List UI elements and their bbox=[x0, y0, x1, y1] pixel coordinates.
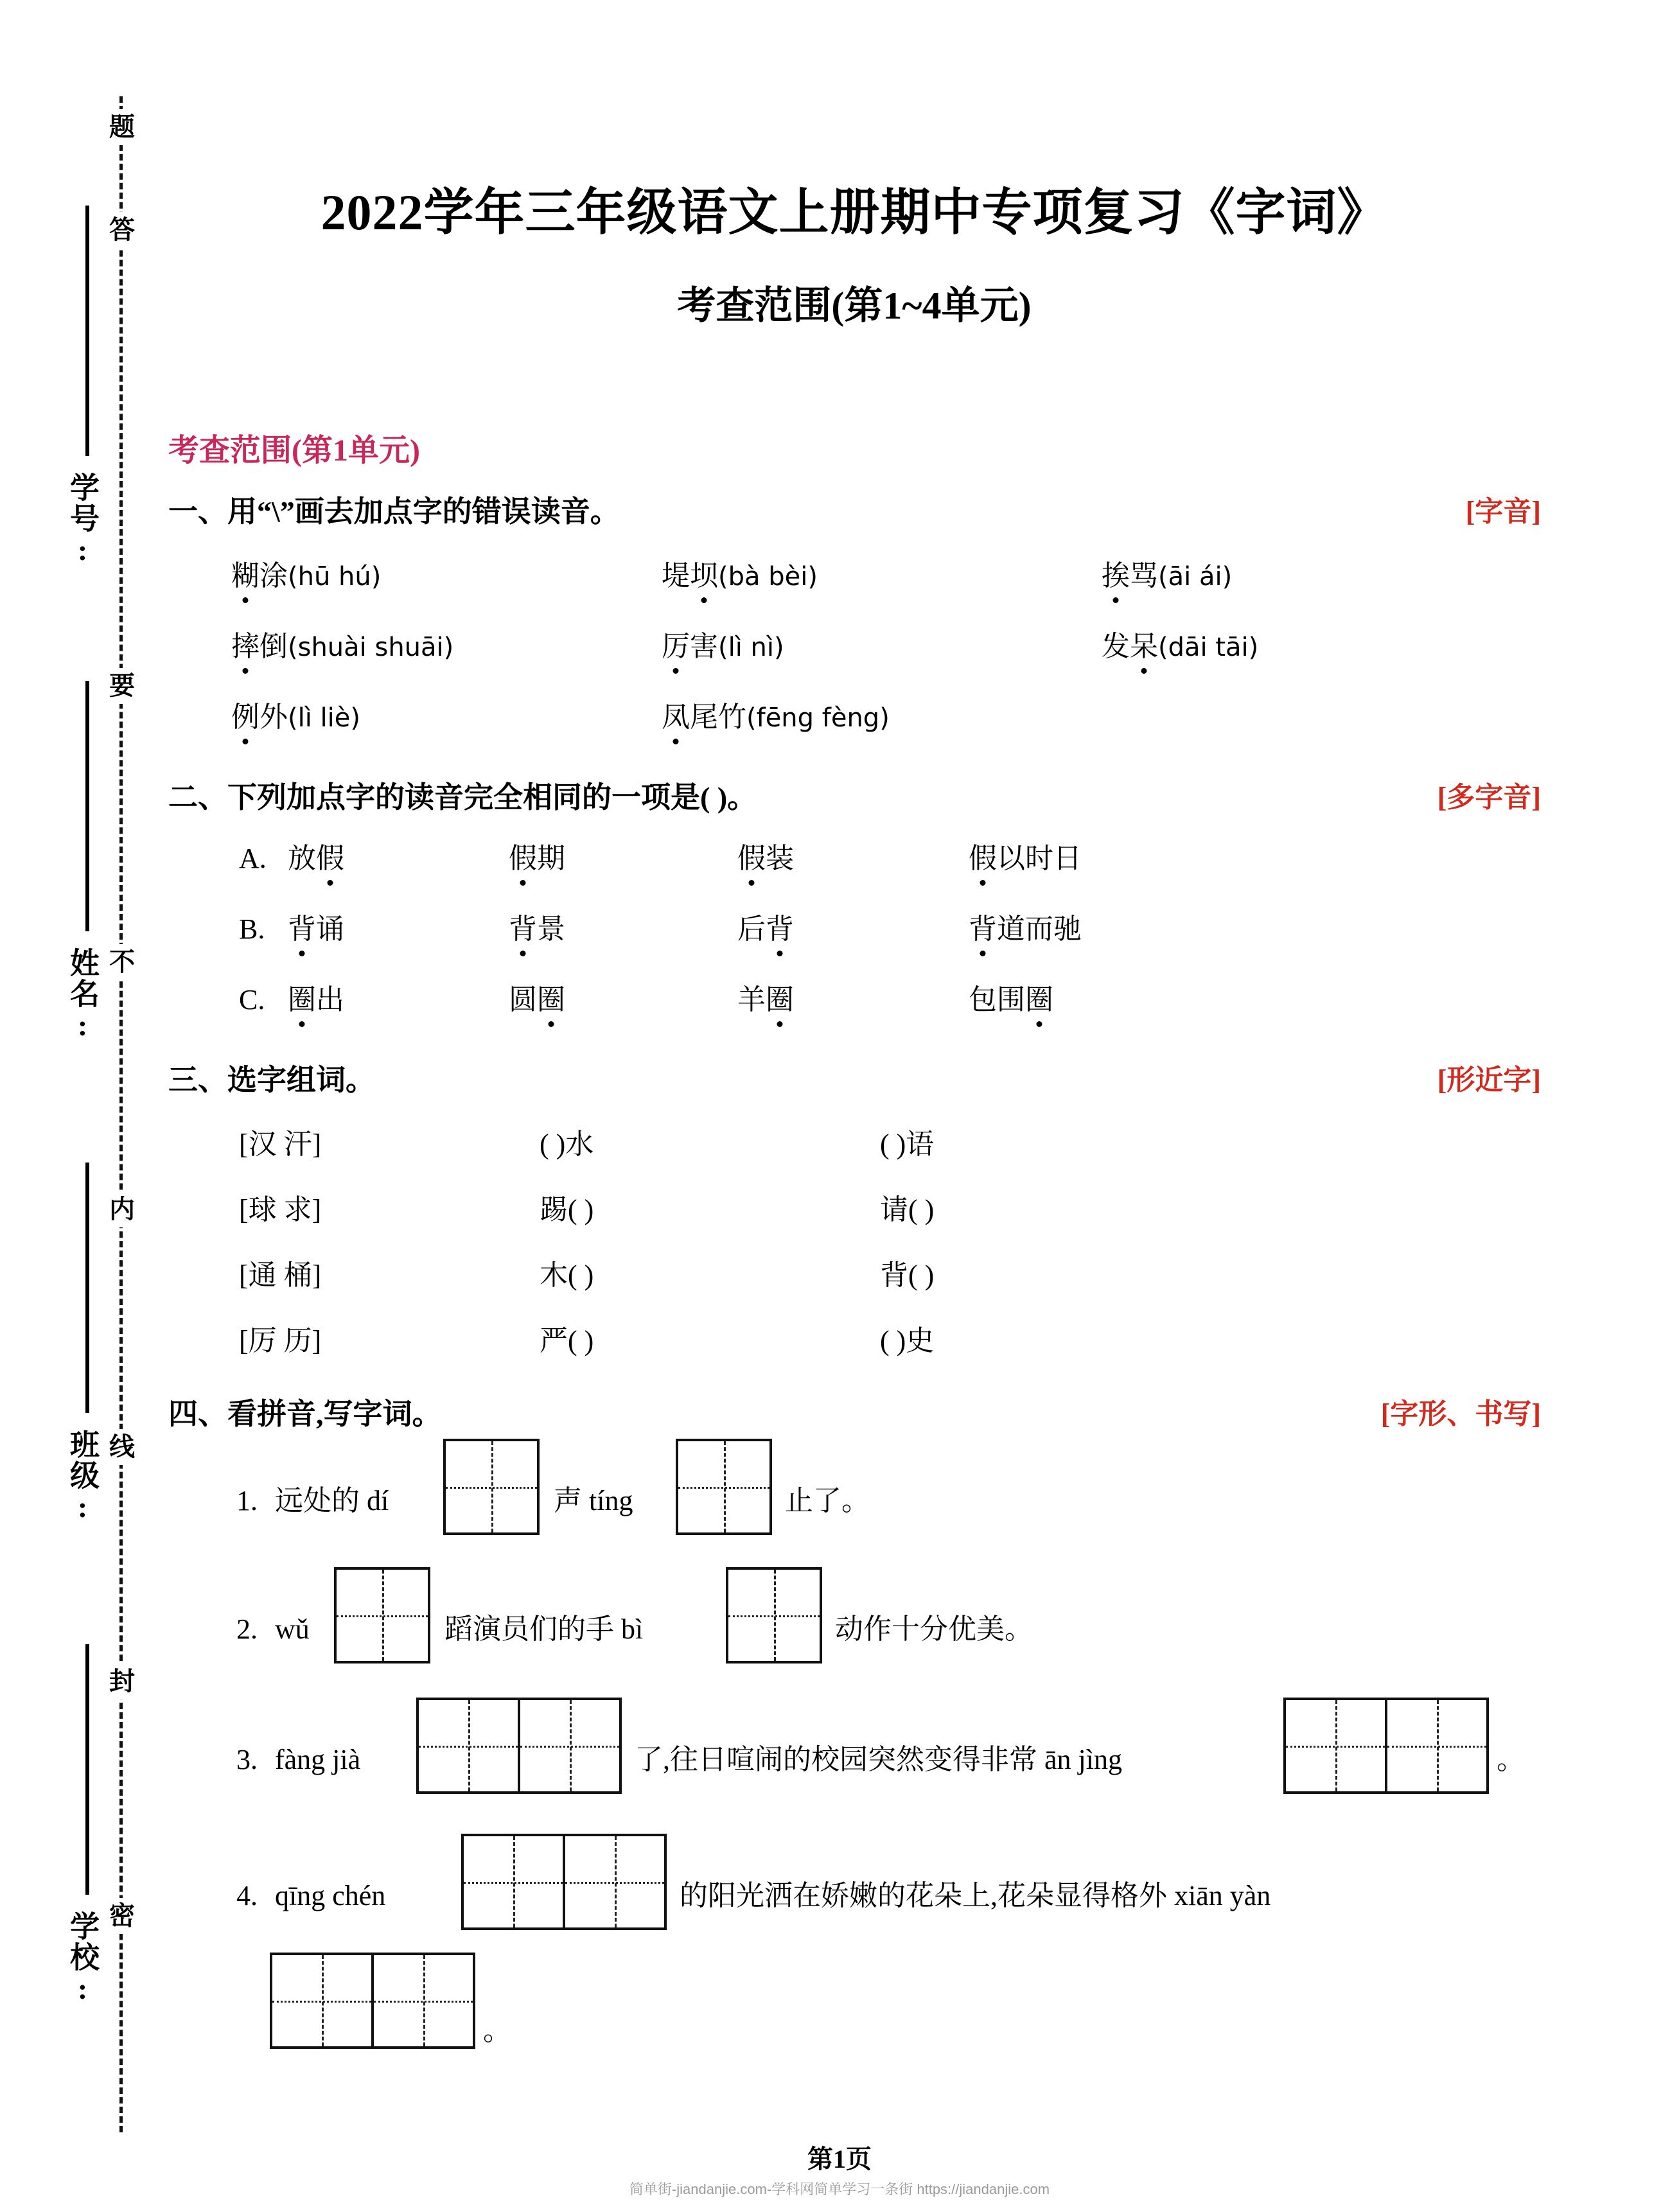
xingjinzi-row-1-blank-2[interactable]: 请( ) bbox=[880, 1194, 935, 1225]
field-school[interactable] bbox=[67, 1911, 107, 2010]
tianzige-cell[interactable] bbox=[272, 1955, 371, 2046]
section-1-heading: 一、用“\”画去加点字的错误读音。 bbox=[168, 495, 620, 528]
pinyin-item-3 bbox=[231, 633, 453, 661]
option-B-word-3[interactable] bbox=[969, 915, 1082, 944]
dotted-char: 厉 bbox=[662, 631, 690, 662]
xingjinzi-row-3-blank-1[interactable]: 严( ) bbox=[540, 1325, 594, 1356]
school-rule[interactable] bbox=[85, 1644, 89, 1895]
page-number: 第1页 bbox=[807, 2145, 872, 2173]
option-B-word-1[interactable] bbox=[509, 915, 565, 944]
seal-char-5: 线 bbox=[104, 1429, 140, 1465]
q4-segment-2: 的阳光洒在娇嫩的花朵上,花朵显得格外 xiān yàn bbox=[680, 1880, 1271, 1911]
seal-char-3: 不 bbox=[104, 944, 140, 980]
word-head: 发 bbox=[1102, 631, 1130, 662]
page-title: 2022学年三年级语文上册期中专项复习《字词》 bbox=[321, 184, 1388, 240]
q1-answer-box-2[interactable] bbox=[676, 1439, 772, 1535]
dotted-char: 背 bbox=[766, 913, 794, 945]
word-head: 放 bbox=[288, 843, 316, 874]
dotted-char: 背 bbox=[509, 913, 537, 945]
section-2-heading: 二、下列加点字的读音完全相同的一项是( )。 bbox=[168, 781, 757, 814]
option-B-word-2[interactable] bbox=[737, 915, 794, 944]
tianzige-cell[interactable] bbox=[1385, 1700, 1486, 1791]
word-head: 圆 bbox=[509, 984, 537, 1015]
section-2-tag: [多字音] bbox=[1437, 782, 1541, 813]
word-tail: 出 bbox=[316, 984, 344, 1015]
q1-segment-1: 远处的 dí bbox=[275, 1485, 389, 1516]
xingjinzi-row-1-blank-1[interactable]: 踢( ) bbox=[540, 1194, 594, 1225]
option-A-word-2[interactable] bbox=[737, 845, 794, 873]
tianzige-cell[interactable] bbox=[728, 1570, 820, 1661]
dotted-char: 凤 bbox=[662, 701, 690, 733]
word-tail: 道而驰 bbox=[997, 913, 1082, 945]
tianzige-cell[interactable] bbox=[518, 1700, 619, 1791]
xingjinzi-row-0-bracket: [汉 汗] bbox=[239, 1128, 322, 1160]
section-4-heading: 四、看拼音,写字词。 bbox=[168, 1398, 442, 1430]
word-head: 羊 bbox=[737, 984, 766, 1015]
xingjinzi-row-2-bracket: [通 桶] bbox=[239, 1260, 322, 1291]
dotted-char: 假 bbox=[316, 843, 344, 874]
option-C-word-1[interactable] bbox=[509, 986, 565, 1014]
q4-number: 4. bbox=[236, 1880, 258, 1911]
section-3-heading: 三、选字组词。 bbox=[168, 1064, 375, 1096]
xingjinzi-row-2-blank-2[interactable]: 背( ) bbox=[880, 1260, 935, 1291]
option-C-word-3[interactable] bbox=[969, 986, 1053, 1014]
class-label: 班级: bbox=[66, 1429, 99, 1525]
dotted-char: 圈 bbox=[537, 984, 565, 1015]
seal-char-6: 封 bbox=[104, 1663, 140, 1699]
class-rule[interactable] bbox=[85, 1163, 89, 1413]
dotted-char: 圈 bbox=[288, 984, 316, 1015]
option-B-letter: B. bbox=[239, 913, 265, 945]
tianzige-cell[interactable] bbox=[464, 1836, 563, 1927]
word-tail: 诵 bbox=[316, 913, 344, 945]
page-subtitle: 考查范围(第1~4单元) bbox=[677, 285, 1032, 327]
q2-answer-box-2[interactable] bbox=[726, 1567, 822, 1663]
option-C-word-0[interactable] bbox=[288, 986, 344, 1014]
word-head: 后 bbox=[737, 913, 766, 945]
pinyin-choices[interactable]: (āi ái) bbox=[1158, 562, 1233, 592]
tianzige-cell[interactable] bbox=[678, 1441, 769, 1532]
xingjinzi-row-1-bracket: [球 求] bbox=[239, 1194, 322, 1225]
student-number-label: 学号: bbox=[66, 472, 99, 568]
name-rule[interactable] bbox=[85, 681, 89, 931]
field-student-number[interactable] bbox=[67, 472, 107, 571]
word-tail: 以时日 bbox=[997, 843, 1082, 874]
pinyin-choices[interactable]: (hū hú) bbox=[288, 562, 382, 592]
word-tail: 装 bbox=[766, 843, 794, 874]
pinyin-item-5 bbox=[1102, 633, 1258, 661]
q3-segment-1: fàng jià bbox=[275, 1744, 361, 1775]
q3-answer-box-2[interactable] bbox=[1283, 1698, 1489, 1794]
dotted-char: 假 bbox=[509, 843, 537, 874]
section-3-tag: [形近字] bbox=[1437, 1064, 1541, 1096]
q3-segment-3: 。 bbox=[1497, 1744, 1525, 1775]
xingjinzi-row-2-blank-1[interactable]: 木( ) bbox=[540, 1260, 594, 1291]
word-tail: 尾竹 bbox=[690, 701, 746, 733]
dotted-char: 圈 bbox=[766, 984, 794, 1015]
school-label: 学校: bbox=[66, 1911, 99, 2006]
option-A-word-1[interactable] bbox=[509, 845, 565, 873]
seal-char-7: 密 bbox=[104, 1898, 140, 1934]
unit-banner: 考查范围(第1单元) bbox=[168, 434, 420, 468]
xingjinzi-row-0-blank-1[interactable]: ( )水 bbox=[540, 1128, 594, 1160]
tianzige-cell[interactable] bbox=[337, 1570, 428, 1661]
xingjinzi-row-3-bracket: [厉 历] bbox=[239, 1325, 322, 1356]
q3-segment-2: 了,往日喧闹的校园突然变得非常 ān jìng bbox=[635, 1744, 1122, 1775]
field-class[interactable] bbox=[67, 1429, 107, 1528]
option-C-word-2[interactable] bbox=[737, 986, 794, 1014]
q4-segment-3: 。 bbox=[483, 2015, 511, 2046]
q4-answer-box-2[interactable] bbox=[270, 1953, 475, 2049]
xingjinzi-row-0-blank-2[interactable]: ( )语 bbox=[880, 1128, 935, 1160]
option-A-letter: A. bbox=[239, 843, 267, 874]
dotted-char: 呆 bbox=[1130, 631, 1158, 662]
pinyin-item-1 bbox=[662, 562, 818, 590]
q2-segment-3: 动作十分优美。 bbox=[835, 1613, 1033, 1645]
word-tail: 骂 bbox=[1130, 560, 1158, 592]
word-tail: 害 bbox=[690, 631, 718, 662]
q1-answer-box-1[interactable] bbox=[443, 1439, 540, 1535]
name-label: 姓名: bbox=[66, 947, 99, 1043]
word-tail: 涂 bbox=[259, 560, 288, 592]
q2-answer-box-1[interactable] bbox=[334, 1567, 430, 1663]
pinyin-choices[interactable]: (lì liè) bbox=[288, 703, 360, 733]
dotted-char: 背 bbox=[288, 913, 316, 945]
pinyin-choices[interactable]: (lì nì) bbox=[718, 633, 784, 662]
dotted-char: 摔 bbox=[231, 631, 259, 662]
dotted-char: 假 bbox=[737, 843, 766, 874]
tianzige-cell[interactable] bbox=[419, 1700, 518, 1791]
section-1-tag: [字音] bbox=[1465, 496, 1541, 527]
tianzige-cell[interactable] bbox=[446, 1441, 537, 1532]
option-C-letter: C. bbox=[239, 984, 265, 1015]
pinyin-item-0 bbox=[231, 562, 381, 590]
q2-segment-2: 蹈演员们的手 bì bbox=[444, 1613, 644, 1645]
word-tail: 期 bbox=[537, 843, 565, 874]
word-head: 堤 bbox=[662, 560, 690, 592]
word-tail: 外 bbox=[259, 701, 288, 733]
dotted-char: 例 bbox=[231, 701, 259, 733]
tianzige-cell[interactable] bbox=[1286, 1700, 1385, 1791]
field-name[interactable] bbox=[67, 947, 107, 1046]
watermark-text: 简单街-jiandanjie.com-学科网简单学习一条街 https://jiandanjie.com bbox=[629, 2181, 1050, 2197]
q2-number: 2. bbox=[236, 1613, 258, 1645]
pinyin-choices[interactable]: (fēng fèng) bbox=[746, 703, 890, 733]
q1-number: 1. bbox=[236, 1485, 258, 1516]
dotted-char: 假 bbox=[969, 843, 997, 874]
pinyin-choices[interactable]: (dāi tāi) bbox=[1158, 633, 1259, 662]
q3-number: 3. bbox=[236, 1744, 258, 1775]
pinyin-choices[interactable]: (shuài shuāi) bbox=[288, 633, 454, 662]
q1-segment-2: 声 tíng bbox=[554, 1485, 633, 1516]
seal-char-4: 内 bbox=[104, 1191, 140, 1227]
section-4-tag: [字形、书写] bbox=[1380, 1398, 1541, 1430]
sealing-sidebar bbox=[0, 0, 154, 2212]
student-number-rule[interactable] bbox=[85, 206, 89, 456]
q3-answer-box-1[interactable] bbox=[416, 1698, 622, 1794]
pinyin-item-4 bbox=[662, 633, 784, 661]
q4-segment-1: qīng chén bbox=[275, 1880, 386, 1911]
xingjinzi-row-3-blank-2[interactable]: ( )史 bbox=[880, 1325, 935, 1356]
option-A-word-3[interactable] bbox=[969, 845, 1082, 873]
pinyin-item-2 bbox=[1102, 562, 1232, 590]
option-B-word-0[interactable] bbox=[288, 915, 344, 944]
tianzige-cell[interactable] bbox=[371, 1955, 473, 2046]
dotted-char: 圈 bbox=[1025, 984, 1053, 1015]
pinyin-item-6 bbox=[231, 703, 360, 732]
option-A-word-0[interactable] bbox=[288, 845, 344, 873]
q2-segment-1: wǔ bbox=[275, 1613, 310, 1645]
dotted-char: 坝 bbox=[690, 560, 718, 592]
tianzige-cell[interactable] bbox=[563, 1836, 664, 1927]
sealing-dashed-line bbox=[119, 96, 123, 2132]
q4-answer-box-1[interactable] bbox=[461, 1834, 667, 1930]
seal-char-0: 题 bbox=[104, 109, 140, 145]
dotted-char: 糊 bbox=[231, 560, 259, 592]
seal-char-2: 要 bbox=[104, 668, 140, 704]
word-head: 包围 bbox=[969, 984, 1025, 1015]
word-tail: 景 bbox=[537, 913, 565, 945]
pinyin-choices[interactable]: (bà bèi) bbox=[718, 562, 818, 592]
dotted-char: 挨 bbox=[1102, 560, 1130, 592]
q1-segment-3: 止了。 bbox=[785, 1485, 870, 1516]
dotted-char: 背 bbox=[969, 913, 997, 945]
seal-char-1: 答 bbox=[104, 212, 140, 248]
pinyin-item-7 bbox=[662, 703, 890, 732]
word-tail: 倒 bbox=[259, 631, 288, 662]
